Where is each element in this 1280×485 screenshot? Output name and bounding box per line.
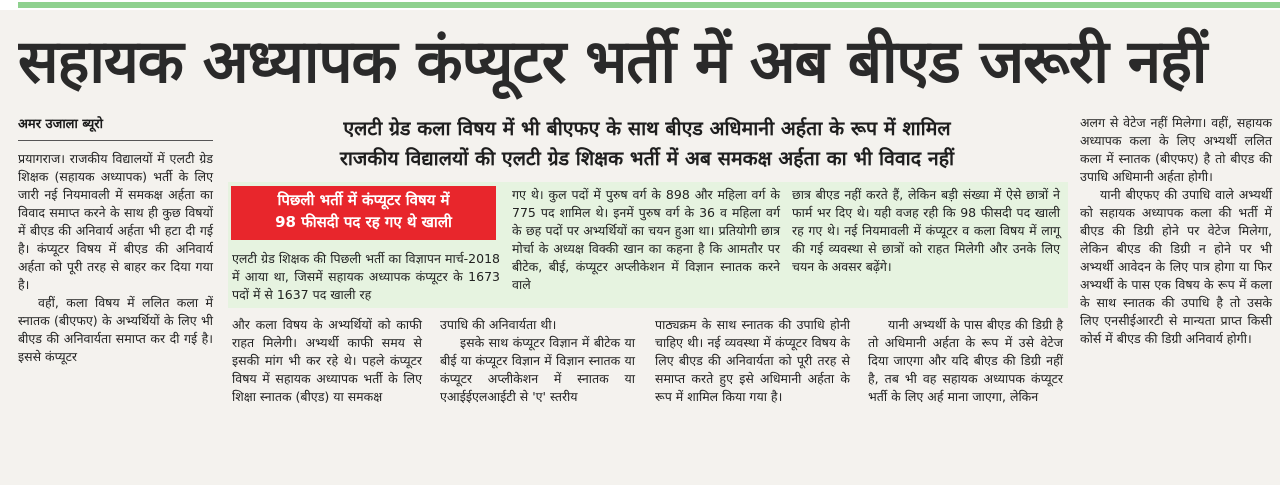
highlight-line-2: 98 फीसदी पद रह गए थे खाली	[275, 213, 452, 231]
paragraph-text: वहीं, कला विषय में ललित कला में स्नातक (बीएफए) के अभ्यर्थियों के लिए भी बीएड की अनिवार्यता समाप्त कर दी गई है। इससे कंप्यूटर	[18, 295, 213, 364]
top-rule	[0, 0, 1280, 10]
box-column-3: छात्र बीएड नहीं करते हैं, लेकिन बड़ी संख्या में ऐसे छात्रों ने फार्म भर दिए थे। यही वजह रही कि 98 फीसदी पद खाली रह गए थे। नई नियमावली में कंप्यूटर व कला विषय में लागू की गई व्यवस्था से छात्रों को राहत मिलेगी और उनके लिए चयन के अवसर बढ़ेंगे।	[792, 187, 1060, 274]
green-rule	[18, 2, 1280, 8]
article-column-1	[18, 150, 213, 366]
paragraph-text: यानी अभ्यर्थी के पास बीएड की डिग्री है तो अधिमानी अर्हता के रूप में उसे वेटेज दिया जाएगा और यदि बीएड की डिग्री नहीं है, तब भी वह सहायक अध्यापक कंप्यूटर भर्ती के लिए अर्ह माना जाएगा, लेकिन	[868, 317, 1063, 404]
paragraph	[868, 316, 1063, 406]
highlight-line-1: पिछली भर्ती में कंप्यूटर विषय में	[277, 191, 450, 209]
box-column-2: गए थे। कुल पदों में पुरुष वर्ग के 898 और महिला वर्ग के 775 पद शामिल थे। इनमें पुरुष वर्ग के 36 व महिला वर्ग के छह पदों पर अभ्यर्थियों का चयन हुआ था। प्रतियोगी छात्र मोर्चा के अध्यक्ष विक्की खान का कहना है कि आमतौर पर बीटेक, बीई, कंप्यूटर अप्लीकेशन में विज्ञान स्नातक करने वाले	[512, 187, 780, 292]
paragraph-text: इसके साथ कंप्यूटर विज्ञान में बीटेक या बीई या कंप्यूटर विज्ञान में विज्ञान स्नातक या कंप्यूटर अप्लीकेशन में स्नातक या एआईईएलआईटी से 'ए' स्तरीय	[440, 335, 635, 404]
paragraph	[1080, 186, 1272, 348]
paragraph-text: यानी बीएफए की उपाधि वाले अभ्यर्थी को सहायक अध्यापक कला की भर्ती में बीएड की डिग्री होने पर वेटेज मिलेगा, लेकिन बीएड की डिग्री न होने पर भी अभ्यर्थी आवेदन के लिए पात्र होगा या फिर अभ्यर्थी के पास एक विषय के रूप में कला के साथ स्नातक की उपाधि है तो उसके लिए एनसीईआरटी से मान्यता प्राप्त किसी कोर्स में बीएड की डिग्री अनिवार्य होगी।	[1080, 187, 1272, 346]
headline: सहायक अध्यापक कंप्यूटर भर्ती में अब बीएड जरूरी नहीं	[18, 27, 1207, 97]
byline: अमर उजाला ब्यूरो	[18, 114, 213, 141]
paragraph	[440, 334, 635, 406]
paragraph	[18, 294, 213, 366]
subheadline	[232, 114, 1062, 174]
subheadline-line-1: एलटी ग्रेड कला विषय में भी बीएफए के साथ बीएड अधिमानी अर्हता के रूप में शामिल	[343, 117, 951, 140]
article-column-3	[440, 316, 635, 406]
article-column-5	[868, 316, 1063, 406]
highlight-title	[231, 186, 496, 240]
paragraph: उपाधि की अनिवार्यता थी।	[440, 317, 557, 332]
box-column-1: एलटी ग्रेड शिक्षक की पिछली भर्ती का विज्ञापन मार्च-2018 में आया था, जिसमें सहायक अध्यापक कंप्यूटर के 1673 पदों में से 1637 पद खाली रह	[232, 251, 500, 302]
article-column-4: पाठ्यक्रम के साथ स्नातक की उपाधि होनी चाहिए थी। नई व्यवस्था में कंप्यूटर विषय के लिए बीएड की अनिवार्यता को पूरी तरह से समाप्त करते हुए इसे अधिमानी अर्हता के रूप में शामिल किया गया है।	[655, 317, 850, 404]
subheadline-line-2: राजकीय विद्यालयों की एलटी ग्रेड शिक्षक भर्ती में अब समकक्ष अर्हता का भी विवाद नहीं	[339, 147, 955, 170]
paragraph: प्रयागराज। राजकीय विद्यालयों में एलटी ग्रेड शिक्षक (सहायक अध्यापक) भर्ती के लिए जारी नई नियमावली में समकक्ष अर्हता का विवाद समाप्त करने के साथ ही कुछ विषयों में बीएड की अनिवार्य अर्हता भी हटा दी गई है। कंप्यूटर विषय में बीएड की अनिवार्य अर्हता को पूरी तरह से बाहर कर दिया गया है।	[18, 151, 213, 292]
paragraph: अलग से वेटेज नहीं मिलेगा। वहीं, सहायक अध्यापक कला के लिए अभ्यर्थी ललित कला में स्नातक (बीएफए) है तो बीएड की उपाधि अधिमानी अर्हता होगी।	[1080, 115, 1272, 184]
article-column-6	[1080, 114, 1272, 348]
article-column-2: और कला विषय के अभ्यर्थियों को काफी राहत मिलेगी। अभ्यर्थी काफी समय से इसकी मांग भी कर रहे थे। पहले कंप्यूटर विषय में सहायक अध्यापक भर्ती के लिए शिक्षा स्नातक (बीएड) या समकक्ष	[232, 317, 422, 404]
